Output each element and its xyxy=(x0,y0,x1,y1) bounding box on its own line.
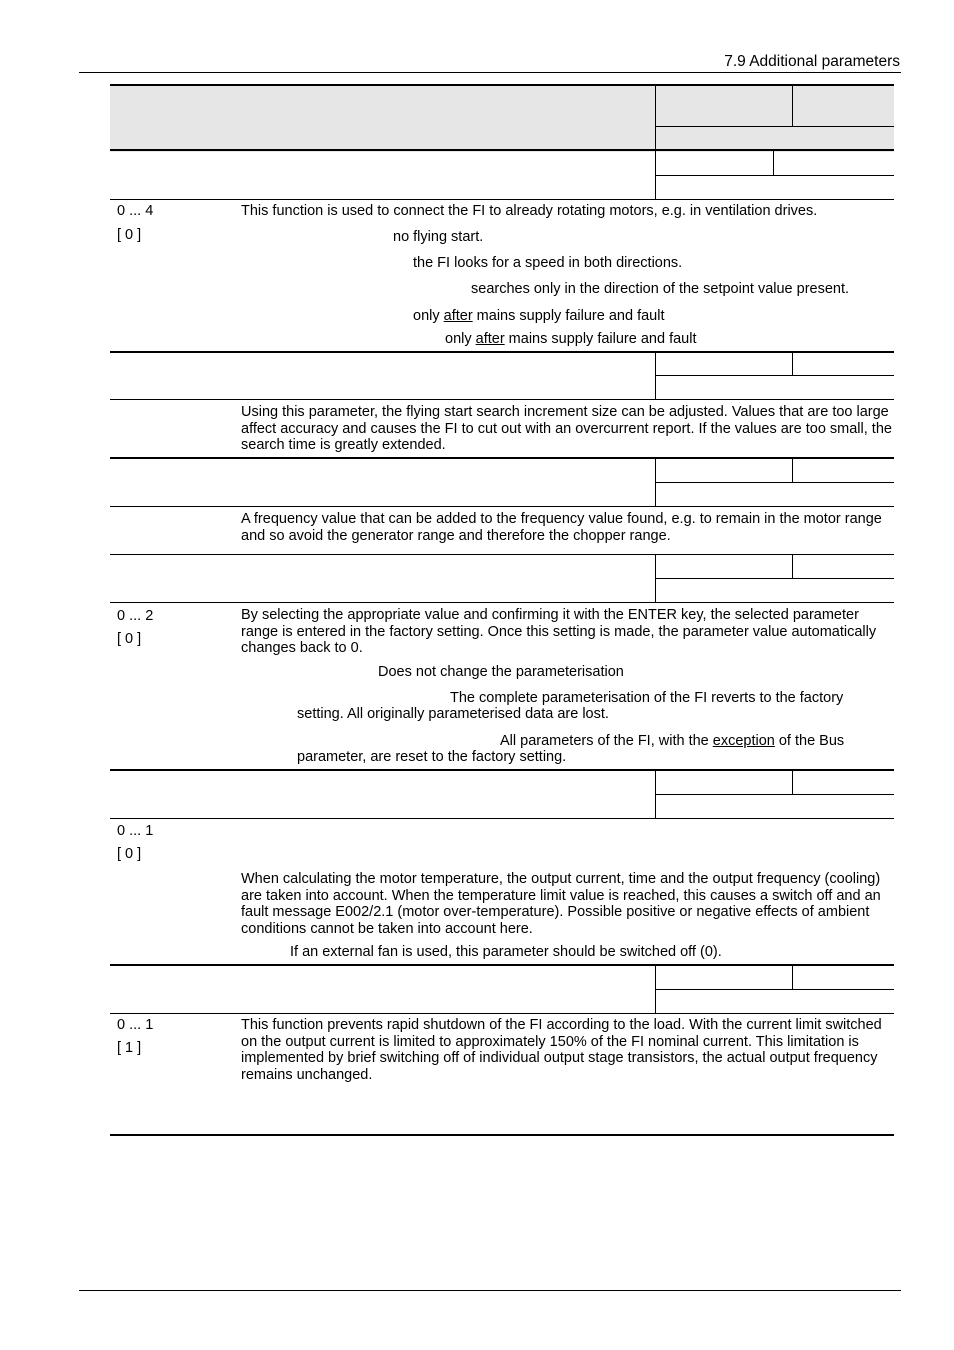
param-description: A frequency value that can be added to the frequency value found, e.g. to remain in the motor range and so avoid the generator range and therefore the chopper range. xyxy=(241,511,882,544)
option-text: setting. All originally parameterised data are lost. xyxy=(297,706,609,722)
footer-rule xyxy=(79,1290,901,1291)
header-rule xyxy=(79,72,901,73)
param-description: This function prevents rapid shutdown of the FI according to the load. With the current limit switched on the output current is limited to approximately 150% of the FI nominal current. This limitation is implemented by brief switching off of individual output stage transistors, the actual output frequency remains unchanged. xyxy=(241,1017,882,1083)
note-text: If an external fan is used, this parameter should be switched off (0). xyxy=(290,944,722,960)
option-text: All parameters of the FI, with the exception of the Bus xyxy=(500,733,845,749)
table-header-divider xyxy=(655,86,656,150)
param-range: 0 ... 1 xyxy=(117,1017,154,1033)
param-range: 0 ... 2 xyxy=(117,608,154,624)
section-title: 7.9 Additional parameters xyxy=(724,53,900,70)
param-range: 0 ... 1 xyxy=(117,823,154,839)
param-description: This function is used to connect the FI to already rotating motors, e.g. in ventilation drives. xyxy=(241,203,818,219)
param-range: 0 ... 4 xyxy=(117,203,154,219)
param-description: Using this parameter, the flying start search increment size can be adjusted. Values that are too large affect accuracy and causes the FI to cut out with an overcurrent report. If the values are too small, the search time is greatly extended. xyxy=(241,404,892,454)
param-default: [ 1 ] xyxy=(117,1040,142,1056)
option-text: Does not change the parameterisation xyxy=(378,664,624,680)
table-bottom-rule xyxy=(110,1134,894,1136)
param-default: [ 0 ] xyxy=(117,631,142,647)
option-text: searches only in the direction of the setpoint value present. xyxy=(471,281,850,297)
option-text: the FI looks for a speed in both directions. xyxy=(413,255,683,271)
option-text: only after mains supply failure and fault xyxy=(445,331,697,347)
option-text: parameter, are reset to the factory setting. xyxy=(297,749,567,765)
param-default: [ 0 ] xyxy=(117,846,142,862)
option-text: The complete parameterisation of the FI reverts to the factory xyxy=(450,690,844,706)
table-header-band xyxy=(110,84,894,152)
param-description: When calculating the motor temperature, the output current, time and the output frequency (cooling) are taken into account. When the temperature limit value is reached, this causes a switch off and an fault message E002/2.1 (motor over-temperature). Possible positive or negative effects of ambient conditions cannot be taken into account here. xyxy=(241,871,881,937)
option-text: no flying start. xyxy=(393,229,484,245)
param-default: [ 0 ] xyxy=(117,227,142,243)
option-text: only after mains supply failure and fault xyxy=(413,308,665,324)
param-description: By selecting the appropriate value and confirming it with the ENTER key, the selected parameter range is entered in the factory setting. Once this setting is made, the parameter value automatically changes back to 0. xyxy=(241,607,877,657)
